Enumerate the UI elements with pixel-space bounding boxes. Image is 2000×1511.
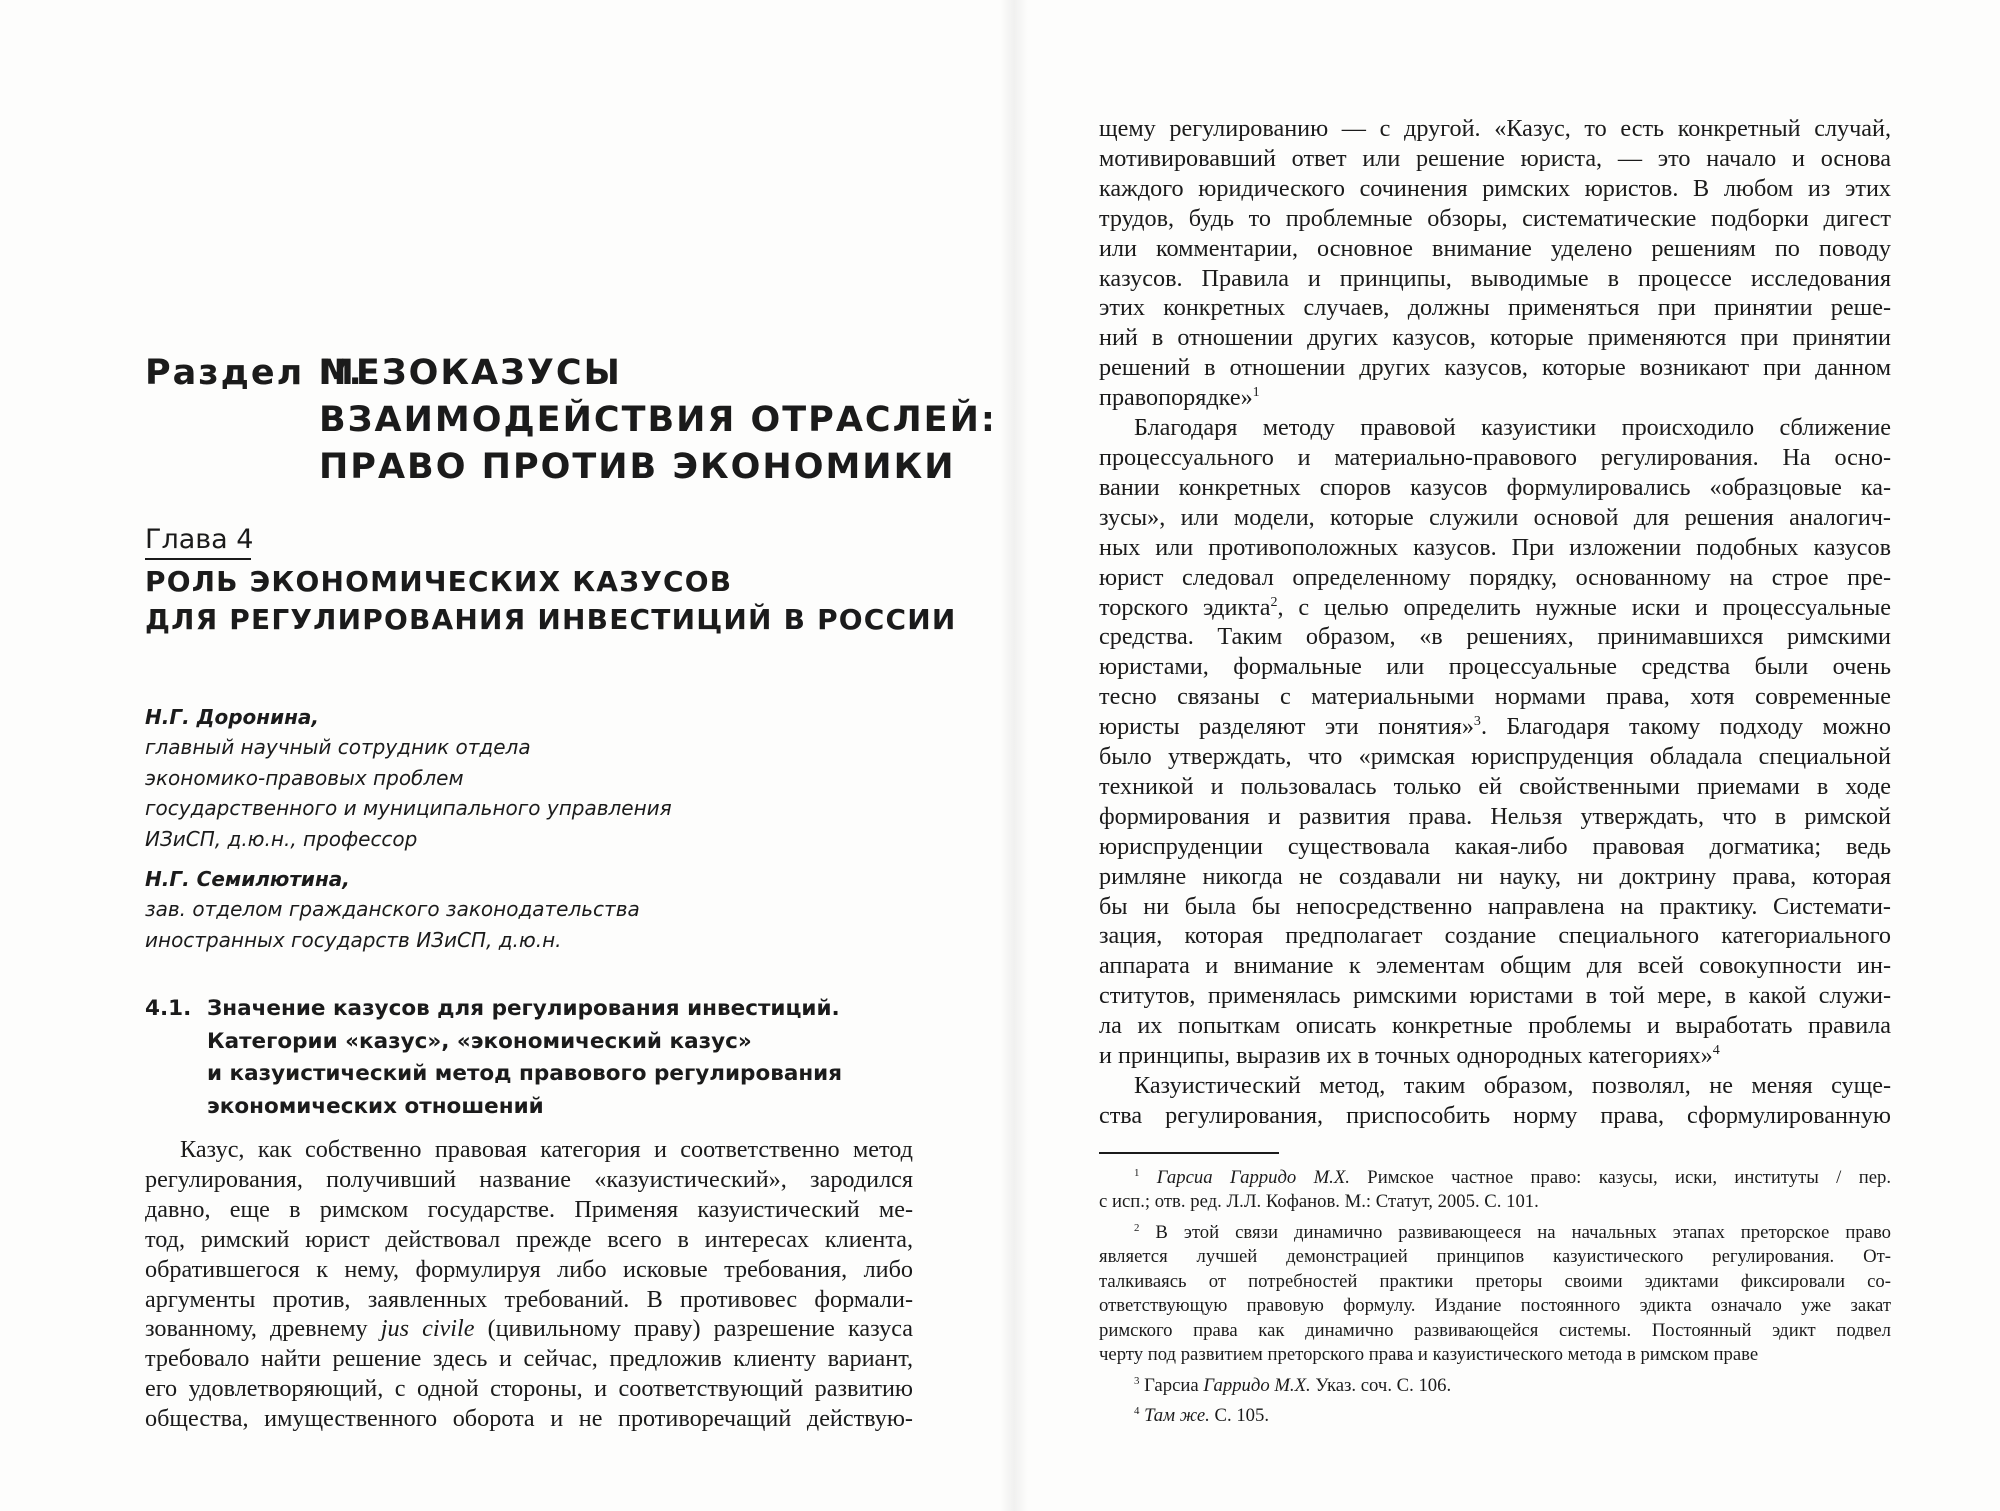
body-line: римляне никогда не создавали ни науку, ни доктрину права, которая	[1099, 862, 1891, 890]
body-line: ний в отношении других казусов, которые применяются при принятии	[1099, 324, 1891, 352]
chapter-label-underline	[145, 558, 251, 560]
body-line: бы ни была бы непосредственно направлена на практику. Системати-	[1099, 892, 1891, 920]
body-line: мотивировавший ответ или решение юриста, — это начало и основа	[1099, 144, 1891, 172]
body-line: зусы», или модели, которые служили основой для решения аналогич-	[1099, 503, 1891, 531]
footnote-1-line-2: с исп.; отв. ред. Л.Л. Кофанов. М.: Статут, 2005. С. 101.	[1099, 1191, 1539, 1212]
body-line: ных или противоположных казусов. При изложении подобных казусов	[1099, 533, 1891, 561]
footnote-1	[1099, 1166, 1891, 1191]
section-prefix: Раздел II.	[145, 353, 364, 393]
body-line: техникой и пользовалась только ей свойственными приемами в ходе	[1099, 772, 1891, 800]
footnote-2-line: черту под развитием преторского права и казуистического метода в римском праве	[1099, 1344, 1759, 1365]
footnote-rule	[1099, 1152, 1279, 1154]
body-line: давно, еще в римском государстве. Применяя казуистический ме-	[145, 1195, 913, 1223]
author-affiliation-line: ИЗиСП, д.ю.н., профессор	[145, 826, 418, 851]
chapter-label-text: Глава 4	[145, 524, 254, 555]
body-line: регулирования, получивший название «казуистический», зародился	[145, 1165, 913, 1193]
chapter-title-line-2: ДЛЯ РЕГУЛИРОВАНИЯ ИНВЕСТИЦИЙ В РОССИИ	[145, 603, 957, 636]
body-fragment: и принципы, выразив их в точных однородных категориях»	[1099, 1042, 1713, 1070]
section-heading-line	[145, 350, 945, 397]
subsection-number: 4.1.	[145, 996, 192, 1021]
body-line: тесно связаны с материальными нормами права, хотя современные	[1099, 683, 1891, 711]
footnote-ref-2[interactable]: 2	[1270, 593, 1278, 610]
body-line: ла их попыткам описать конкретные проблемы и выработать правила	[1099, 1012, 1891, 1040]
body-line: его удовлетворяющий, с одной стороны, и соответствующий развитию	[145, 1375, 913, 1403]
author-affiliation-line: государственного и муниципального управления	[145, 796, 672, 820]
body-fragment: , с целью определить нужные иски и процессуальные	[1277, 593, 1891, 621]
footnote-4	[1099, 1404, 1891, 1429]
footnote-1-author: Гарсиа Гарридо М.Х.	[1156, 1166, 1350, 1188]
body-line: щему регулированию — с другой. «Казус, то есть конкретный случай,	[1099, 115, 1891, 142]
footnote-1-mark: 1	[1134, 1166, 1140, 1179]
footnote-3	[1099, 1374, 1891, 1399]
latin-term: jus civile	[380, 1315, 475, 1343]
footnotes	[1099, 1152, 1891, 1429]
section-title-line-2: ВЗАИМОДЕЙСТВИЯ ОТРАСЛЕЙ:	[319, 400, 997, 440]
body-line: ства регулирования, приспособить норму права, сформулированную	[1099, 1101, 1891, 1129]
body-line: общества, имущественного оборота и не противоречащий действую-	[145, 1405, 913, 1433]
body-line: требовало найти решение здесь и сейчас, предложив клиенту вариант,	[145, 1345, 913, 1373]
left-body-text	[145, 1135, 913, 1434]
subsection-heading-line-1	[145, 993, 945, 1026]
subsection-title-line-3: и казуистический метод правового регулирования	[207, 1061, 843, 1086]
body-fragment: (цивильному праву) разрешение казуса	[487, 1315, 914, 1343]
author-affiliation-line: экономико-правовых проблем	[145, 765, 464, 790]
body-line: решений в отношении других казусов, которые возникают при данном	[1099, 354, 1891, 382]
body-fragment: торского эдикта	[1099, 593, 1271, 621]
footnote-2-line: ответствующую правовую формулу. Издание постоянного эдикта означало уже закат	[1099, 1295, 1891, 1316]
author-name: Н.Г. Семилютина,	[145, 867, 350, 891]
author-affiliation-line: главный научный сотрудник отдела	[145, 735, 531, 759]
body-line: Казус, как собственно правовая категория и соответственно метод	[180, 1136, 913, 1163]
body-line: вании конкретных споров казусов формулировались «образцовые ка-	[1099, 473, 1891, 501]
body-line: юрист следовал определенному порядку, основанному на строе пре-	[1099, 563, 1891, 591]
body-line: этих конкретных случаев, должны применяться при принятии реше-	[1099, 294, 1891, 322]
body-fragment: . Благодаря такому подходу можно	[1480, 713, 1892, 741]
body-line: ститутов, применялась римскими юристами в той мере, в какой служи-	[1099, 982, 1891, 1010]
body-line: было утверждать, что «римская юриспруденция обладала специальной	[1099, 743, 1891, 771]
subsection-title-line-4: экономических отношений	[207, 1093, 544, 1119]
body-fragment: правопорядке»	[1099, 384, 1253, 412]
author-affiliation-line: зав. отделом гражданского законодательства	[145, 897, 640, 921]
subsection-title-line-2: Категории «казус», «экономический казус»	[207, 1028, 752, 1054]
footnote-3-text: Указ. соч. С. 106.	[1315, 1374, 1452, 1396]
body-fragment: зованному, древнему	[145, 1315, 368, 1343]
body-line: аппарата и внимание к элементам общим для всей совокупности ин-	[1099, 952, 1891, 980]
section-title-line-3: ПРАВО ПРОТИВ ЭКОНОМИКИ	[319, 447, 956, 487]
footnote-4-author: Там же.	[1144, 1405, 1210, 1426]
footnote-3-author: Гарридо М.Х.	[1203, 1374, 1311, 1396]
footnote-ref-3[interactable]: 3	[1473, 713, 1481, 730]
footnote-4-mark: 4	[1134, 1404, 1140, 1417]
author-name: Н.Г. Доронина,	[145, 705, 319, 729]
author-block-semilyutina	[145, 864, 905, 955]
chapter-label	[145, 522, 254, 558]
body-line: формирования и развития права. Нельзя утверждать, что в римской	[1099, 802, 1891, 830]
chapter-title	[145, 563, 957, 639]
body-line: аргументы против, заявленных требований. В противовес формали-	[145, 1285, 913, 1313]
body-line	[1099, 593, 1891, 623]
section-heading	[145, 350, 997, 491]
body-line: тод, римский юрист действовал прежде всего в интересах клиента,	[145, 1225, 913, 1253]
body-line	[145, 1314, 913, 1344]
subsection-heading	[145, 993, 945, 1123]
body-line: юриспруденции существовала какая-либо правовая догматика; ведь	[1099, 832, 1891, 860]
footnote-2-mark: 2	[1134, 1221, 1140, 1234]
footnote-2-line: талкиваясь от потребностей практики преторы своими эдиктами фиксировали со-	[1099, 1270, 1891, 1292]
footnote-2-line: является лучшей демонстрацией принципов казуистического регулирования. От-	[1099, 1246, 1891, 1267]
footnote-2	[1099, 1221, 1891, 1246]
footnote-3-mark: 3	[1134, 1374, 1140, 1387]
chapter-title-line-1: РОЛЬ ЭКОНОМИЧЕСКИХ КАЗУСОВ	[145, 565, 733, 598]
body-line: зация, которая предполагает создание специального категориального	[1099, 922, 1891, 950]
footnote-1-text: Римское частное право: казусы, иски, институты / пер.	[1367, 1166, 1892, 1188]
body-fragment: юристы разделяют эти понятия»	[1099, 713, 1474, 741]
body-line: казусов. Правила и принципы, выводимые в процессе исследования	[1099, 264, 1891, 292]
body-line: Казуистический метод, таким образом, позволял, не меняя суще-	[1134, 1072, 1891, 1099]
footnote-ref-1[interactable]: 1	[1252, 384, 1260, 401]
body-line: или комментарии, основное внимание уделено решениям по поводу	[1099, 234, 1891, 262]
body-line	[1099, 712, 1891, 742]
right-body-text	[1099, 114, 1891, 1131]
body-line	[1099, 383, 1891, 413]
body-line: обратившегося к нему, формулируя либо исковые требования, либо	[145, 1255, 913, 1283]
footnote-2-text: В этой связи динамично развивающееся на начальных этапах преторское право	[1155, 1221, 1891, 1243]
author-block-doronina	[145, 702, 905, 854]
footnote-3-pre: Гарсиа	[1144, 1374, 1199, 1396]
body-line	[1099, 1041, 1891, 1071]
body-line: Благодаря методу правовой казуистики происходило сближение	[1134, 414, 1891, 442]
section-title-line-1: МЕЗОКАЗУСЫ	[319, 353, 622, 393]
body-line: трудов, будь то проблемные обзоры, систематические подборки дигест	[1099, 204, 1891, 232]
author-affiliation-line: иностранных государств ИЗиСП, д.ю.н.	[145, 927, 562, 952]
body-line: средства. Таким образом, «в решениях, принимавшихся римскими	[1099, 623, 1891, 651]
footnote-2-line: римского права как динамично развивающейся системы. Постоянный эдикт подвел	[1099, 1319, 1891, 1341]
body-line: каждого юридического сочинения римских юристов. В любом из этих	[1099, 174, 1891, 202]
authors	[145, 702, 905, 965]
body-line: юристами, формальные или процессуальные средства были очень	[1099, 653, 1891, 681]
footnote-ref-4[interactable]: 4	[1712, 1042, 1720, 1059]
body-line: процессуального и материально-правового регулирования. На осно-	[1099, 443, 1891, 471]
footnote-4-text: С. 105.	[1214, 1405, 1270, 1426]
subsection-title-line-1: Значение казусов для регулирования инвестиций.	[207, 996, 840, 1021]
